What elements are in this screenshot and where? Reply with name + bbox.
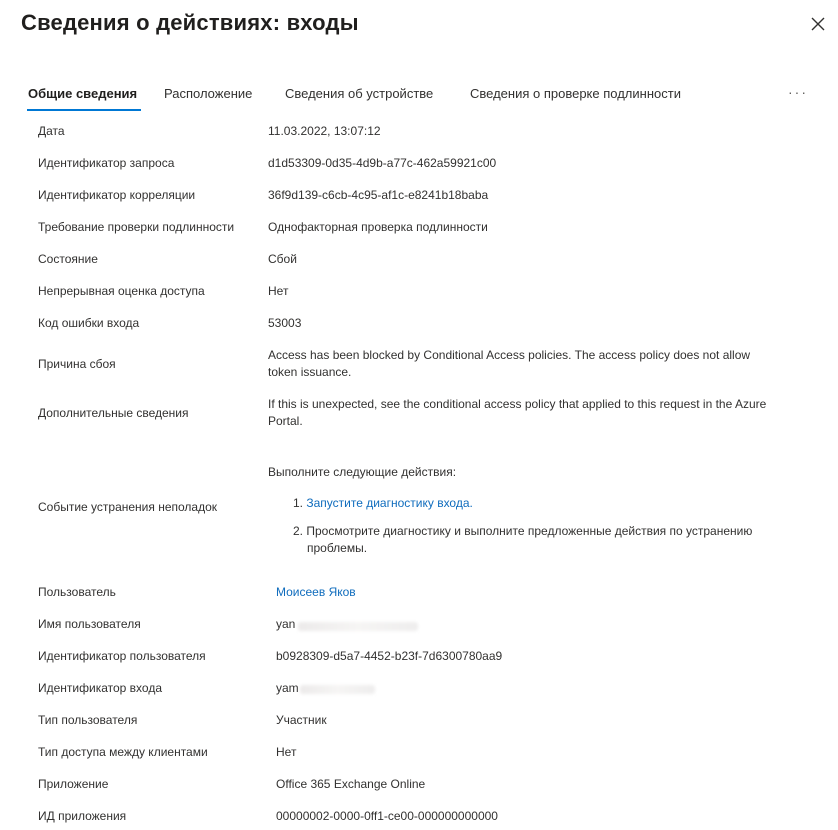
field-label: Приложение	[38, 777, 109, 791]
tab-device-info[interactable]: Сведения об устройстве	[285, 86, 434, 101]
field-label: Идентификатор входа	[38, 681, 162, 695]
field-value	[268, 347, 750, 381]
step-1	[293, 495, 473, 512]
field-label: Идентификатор запроса	[38, 156, 175, 170]
field-label: Идентификатор пользователя	[38, 649, 206, 663]
field-label: Событие устранения неполадок	[38, 500, 218, 514]
tab-underline	[27, 109, 141, 111]
field-value: yam	[276, 681, 299, 695]
field-label: Состояние	[38, 252, 98, 266]
user-link[interactable]: Моисеев Яков	[276, 585, 356, 599]
value-line: If this is unexpected, see the conditional access policy that applied to this request in the Azure	[268, 397, 767, 411]
field-label: Требование проверки подлинности	[38, 220, 235, 234]
field-label: Дополнительные сведения	[38, 406, 189, 420]
step-number: 1.	[293, 496, 304, 510]
field-value: 11.03.2022, 13:07:12	[268, 124, 381, 138]
value-line: token issuance.	[268, 365, 352, 379]
field-label: Дата	[38, 124, 65, 138]
field-label: Пользователь	[38, 585, 116, 599]
redacted-region	[298, 622, 418, 631]
field-label: Непрерывная оценка доступа	[38, 284, 205, 298]
field-value: Office 365 Exchange Online	[276, 777, 426, 791]
field-value: Нет	[276, 745, 297, 759]
field-value: 00000002-0000-0ff1-ce00-000000000000	[276, 809, 498, 823]
tab-bar	[0, 80, 838, 110]
field-value: d1d53309-0d35-4d9b-a77c-462a59921c00	[268, 156, 497, 170]
field-value: b0928309-d5a7-4452-b23f-7d6300780aa9	[276, 649, 503, 663]
field-value: Сбой	[268, 252, 297, 266]
page-title: Сведения о действиях: входы	[21, 10, 359, 35]
tab-general[interactable]: Общие сведения	[28, 86, 138, 101]
run-diagnostics-link[interactable]: Запустите диагностику входа.	[306, 496, 473, 510]
field-label: Идентификатор корреляции	[38, 188, 196, 202]
tab-location[interactable]: Расположение	[164, 86, 253, 101]
troubleshooting-intro: Выполните следующие действия:	[268, 465, 457, 479]
value-line: Access has been blocked by Conditional Access policies. The access policy does not allow	[268, 348, 751, 362]
field-value: yan	[276, 617, 296, 631]
field-value	[268, 396, 766, 430]
step-number: 2.	[293, 524, 304, 538]
field-label: Тип доступа между клиентами	[38, 745, 208, 759]
value-line: Portal.	[268, 414, 303, 428]
field-value: 53003	[268, 316, 302, 330]
field-value: Нет	[268, 284, 289, 298]
field-value: Однофакторная проверка подлинности	[268, 220, 488, 234]
more-tabs-button[interactable]: ···	[788, 84, 808, 100]
field-value: 36f9d139-c6cb-4c95-af1c-e8241b18baba	[268, 188, 489, 202]
step-text: Просмотрите диагностику и выполните предложенные действия по устранению	[306, 524, 753, 538]
close-icon	[811, 17, 825, 31]
field-label: Код ошибки входа	[38, 316, 140, 330]
field-label: Причина сбоя	[38, 357, 116, 371]
field-label: ИД приложения	[38, 809, 127, 823]
field-label: Имя пользователя	[38, 617, 141, 631]
step-2	[293, 523, 752, 557]
redacted-region	[300, 685, 375, 694]
field-label: Тип пользователя	[38, 713, 138, 727]
close-button[interactable]	[806, 12, 830, 36]
step-text-cont: проблемы.	[307, 541, 368, 555]
field-value: Участник	[276, 713, 327, 727]
tab-auth-details[interactable]: Сведения о проверке подлинности	[470, 86, 681, 101]
